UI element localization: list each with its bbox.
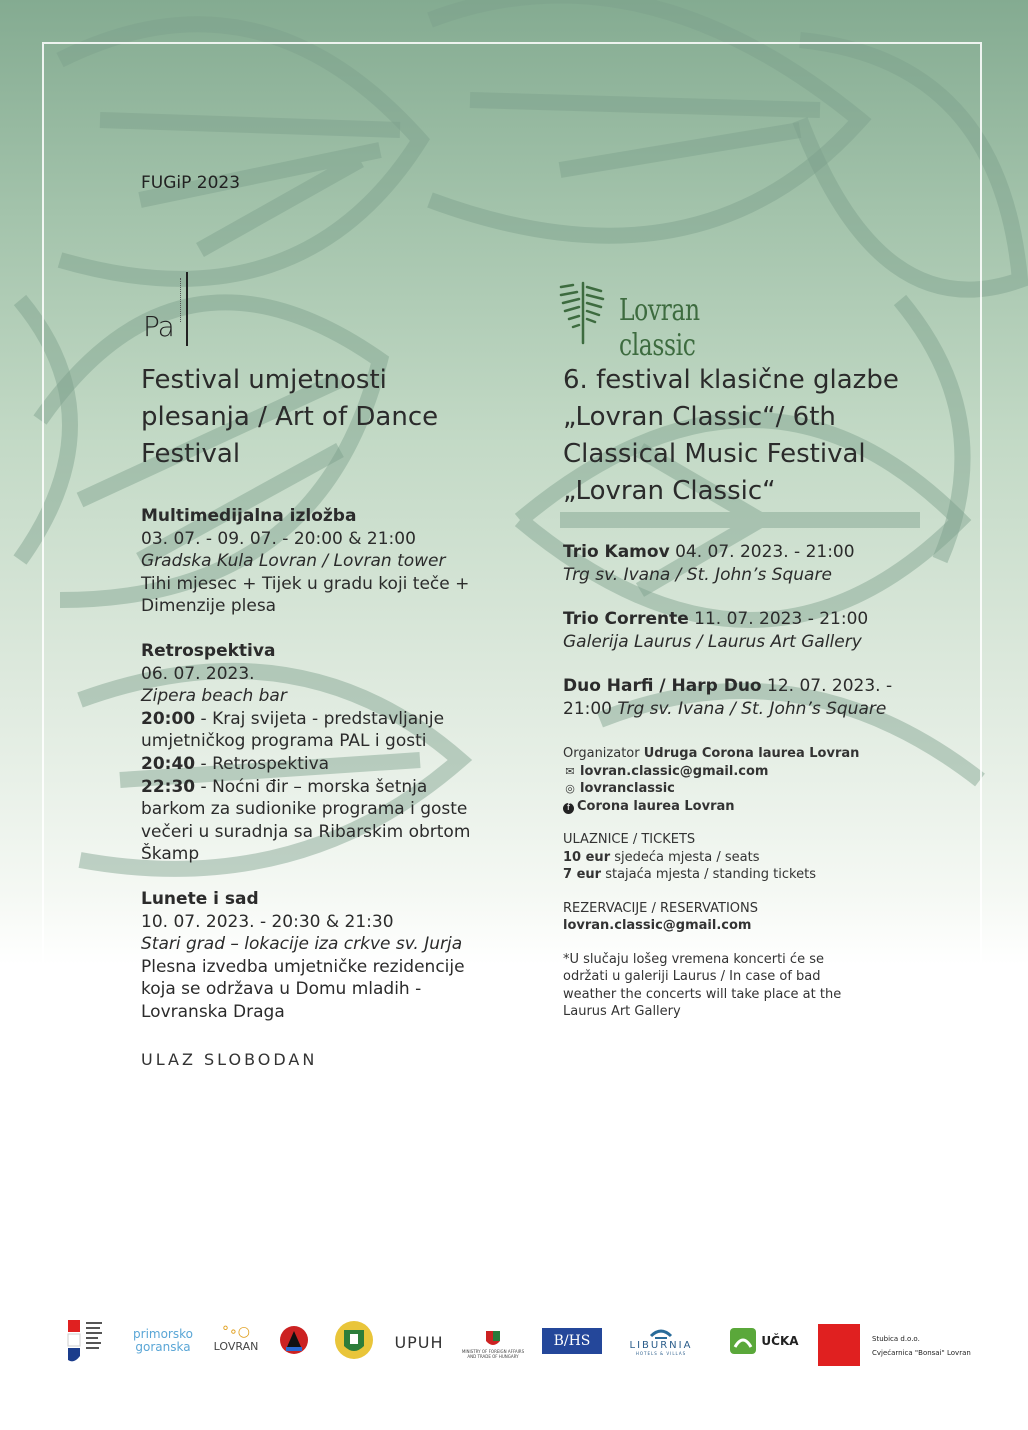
ticket-price: 10 eur	[563, 849, 611, 865]
lovran-info	[563, 745, 893, 1021]
tickets-block	[563, 831, 893, 884]
exhibition-location: Gradska Kula Lovran / Lovran tower	[141, 551, 446, 572]
coat-of-arms-logo	[278, 1322, 310, 1358]
retro-date: 06. 07. 2023.	[141, 663, 255, 684]
ticket-type: sjedeća mjesta / seats	[610, 849, 760, 865]
instagram-icon: ◎	[565, 782, 575, 795]
ministry-culture-logo	[66, 1318, 106, 1364]
ucka-logo: UČKA	[724, 1326, 804, 1356]
reservations-heading: REZERVACIJE / RESERVATIONS	[563, 900, 758, 916]
pal-logo	[141, 270, 201, 350]
lunete-description: Plesna izvedba umjetničke rezidencije koja se održava u Domu mladih - Lovranska Draga	[141, 956, 465, 1022]
exhibition-dates: 03. 07. - 09. 07. - 20:00 & 21:00	[141, 528, 416, 549]
concert-date: 04. 07. 2023. - 21:00	[669, 542, 855, 562]
concert-date: 11. 07. 2023 - 21:00	[688, 609, 869, 630]
concert-name: Duo Harfi / Harp Duo	[563, 676, 762, 697]
pal-festival-title: Festival umjetnosti plesanja / Art of Dance Festival	[141, 365, 439, 469]
concert-location: Galerija Laurus / Laurus Art Gallery	[563, 631, 862, 652]
concert-item	[563, 675, 893, 720]
concert-location: Trg sv. Ivana / St. John’s Square	[563, 564, 832, 585]
circles-icon: °∘○	[222, 1323, 250, 1340]
event-label: FUGiP 2023	[141, 173, 241, 193]
red-sponsor-logo	[818, 1324, 860, 1366]
leaf-icon	[557, 279, 613, 345]
bhs-logo: B/HS	[542, 1328, 602, 1354]
reservations-block	[563, 900, 893, 935]
lunete-location: Stari grad – lokacije iza crkve sv. Jurja	[141, 934, 463, 955]
exhibition-block	[141, 505, 471, 618]
ticket-price: 7 eur	[563, 867, 602, 882]
concert-name: Trio Corrente	[563, 609, 689, 630]
concert-name: Trio Kamov	[563, 542, 670, 562]
exhibition-heading: Multimedijalna izložba	[141, 506, 357, 526]
lunete-heading: Lunete i sad	[141, 888, 259, 909]
pal-program	[141, 505, 471, 1045]
sponsor-logos	[60, 1310, 980, 1380]
upuh-logo: UPUH	[394, 1332, 444, 1352]
lovran-classic-logo-text: Lovran classic	[619, 293, 700, 363]
liburnia-logo: LIBURNIA HOTELS & VILLAS	[626, 1316, 696, 1364]
organizer-label: Organizator	[563, 746, 644, 761]
lovran-municipality-logo: °∘○ LOVRAN	[213, 1323, 259, 1353]
ticket-type: stajaća mjesta / standing tickets	[601, 867, 816, 882]
organizer-email[interactable]: lovran.classic@gmail.com	[580, 763, 769, 779]
lovran-concerts	[563, 541, 893, 743]
lovran-festival-title: 6. festival klasične glazbe „Lovran Classic“/ 6th Classical Music Festival „Lovran Classic“	[563, 365, 899, 506]
pal-logo-text: Pa	[143, 310, 174, 343]
retro-block	[141, 640, 471, 866]
organizer-block	[563, 745, 893, 815]
lunete-dates: 10. 07. 2023. - 20:30 & 21:30	[141, 911, 394, 932]
retro-item: 22:30 - Noćni đir – morska šetnja barkom za sudionike programa i goste večeri u suradnja sa Ribarskim obrtom Škamp	[141, 776, 471, 865]
facebook-icon: f	[563, 803, 574, 814]
lunete-block	[141, 888, 471, 1024]
tickets-heading: ULAZNICE / TICKETS	[563, 832, 696, 847]
retro-item: 20:40 - Retrospektiva	[141, 753, 330, 774]
retro-item: 20:00 - Kraj svijeta - predstavljanje umjetničkog programa PAL i gosti	[141, 708, 445, 752]
opcina-lovran-logo	[334, 1318, 374, 1362]
retro-heading: Retrospektiva	[141, 640, 276, 661]
facebook-page[interactable]: Corona laurea Lovran	[577, 798, 735, 814]
reservations-email[interactable]: lovran.classic@gmail.com	[563, 918, 752, 933]
instagram-handle[interactable]: lovranclassic	[580, 781, 675, 796]
lovran-classic-logo	[557, 279, 787, 363]
free-entry-label: ULAZ SLOBODAN	[141, 1050, 318, 1069]
retro-location: Zipera beach bar	[141, 686, 287, 707]
concert-item	[563, 608, 893, 653]
mail-icon: ✉	[565, 764, 575, 778]
primorsko-goranska-logo: primorsko goranska	[133, 1327, 193, 1354]
weather-note: *U slučaju lošeg vremena koncerti će se održati u galeriji Laurus / In case of bad weather the concerts will take place at the Laurus Art Gallery	[563, 951, 842, 1019]
stubica-bonsai-logo: Stubica d.o.o. Cvjećarnica "Bonsai" Lovran	[872, 1335, 971, 1357]
concert-item	[563, 541, 893, 586]
organizer-name: Udruga Corona laurea Lovran	[643, 746, 860, 761]
concert-date: 12. 07. 2023. - 21:00	[563, 676, 893, 719]
exhibition-description: Tihi mjesec + Tijek u gradu koji teče + Dimenzije plesa	[141, 573, 470, 617]
concert-location: Trg sv. Ivana / St. John’s Square	[617, 698, 887, 719]
hungary-ministry-logo: MINISTRY OF FOREIGN AFFAIRS AND TRADE OF HUNGARY	[458, 1320, 528, 1366]
